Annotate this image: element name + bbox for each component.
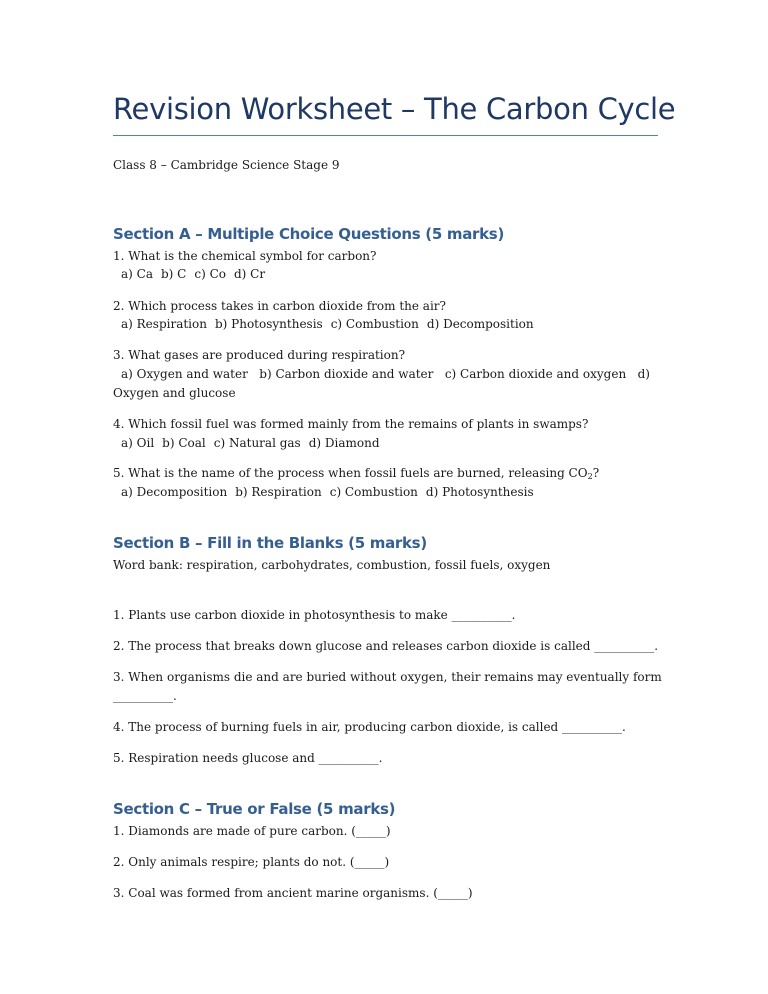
option: d) Diamond <box>308 436 380 450</box>
question-a3: 3. What gases are produced during respiration? <box>113 348 406 362</box>
title-divider <box>113 135 658 136</box>
blank-item-3-continued: __________. <box>113 689 177 703</box>
question-a5-options <box>113 483 534 502</box>
class-subtitle: Class 8 – Cambridge Science Stage 9 <box>113 158 340 172</box>
blank-item-5: 5. Respiration needs glucose and __________. <box>113 751 383 765</box>
question-a2-options <box>113 315 534 334</box>
section-c-heading: Section C – True or False (5 marks) <box>113 800 396 818</box>
option: b) C <box>161 267 187 281</box>
option: a) Oil <box>121 436 155 450</box>
option: c) Natural gas <box>213 436 301 450</box>
option: b) Photosynthesis <box>214 317 323 331</box>
option: c) Co <box>194 267 226 281</box>
true-false-item-3: 3. Coal was formed from ancient marine organisms. (_____) <box>113 886 473 900</box>
question-a1-options <box>113 265 265 284</box>
option: a) Respiration <box>121 317 207 331</box>
option: a) Ca <box>121 267 153 281</box>
page-title: Revision Worksheet – The Carbon Cycle <box>113 92 676 126</box>
option: c) Combustion <box>329 485 418 499</box>
question-a3-options-continued: Oxygen and glucose <box>113 386 236 400</box>
option: b) Coal <box>162 436 206 450</box>
question-a5-text: 5. What is the name of the process when fossil fuels are burned, releasing CO <box>113 466 588 480</box>
question-a1: 1. What is the chemical symbol for carbon? <box>113 249 377 263</box>
option: c) Combustion <box>330 317 419 331</box>
blank-item-1: 1. Plants use carbon dioxide in photosynthesis to make __________. <box>113 608 516 622</box>
question-a2: 2. Which process takes in carbon dioxide from the air? <box>113 299 446 313</box>
option: b) Respiration <box>235 485 322 499</box>
true-false-item-2: 2. Only animals respire; plants do not. (_____) <box>113 855 390 869</box>
option: a) Decomposition <box>121 485 228 499</box>
true-false-item-1: 1. Diamonds are made of pure carbon. (_____) <box>113 824 391 838</box>
subscript-two: 2 <box>587 472 593 481</box>
question-a5 <box>113 464 599 483</box>
word-bank: Word bank: respiration, carbohydrates, combustion, fossil fuels, oxygen <box>113 558 551 572</box>
option: d) Cr <box>233 267 266 281</box>
blank-item-2: 2. The process that breaks down glucose and releases carbon dioxide is called __________. <box>113 639 659 653</box>
option: d) Photosynthesis <box>425 485 534 499</box>
question-a3-options: a) Oxygen and water b) Carbon dioxide and water c) Carbon dioxide and oxygen d) <box>121 367 650 381</box>
blank-item-3: 3. When organisms die and are buried without oxygen, their remains may eventually form <box>113 670 662 684</box>
question-a4-options <box>113 434 380 453</box>
question-a4: 4. Which fossil fuel was formed mainly from the remains of plants in swamps? <box>113 417 589 431</box>
blank-item-4: 4. The process of burning fuels in air, producing carbon dioxide, is called __________. <box>113 720 626 734</box>
section-b-heading: Section B – Fill in the Blanks (5 marks) <box>113 534 427 552</box>
question-a5-end: ? <box>592 466 600 480</box>
option: d) Decomposition <box>426 317 534 331</box>
section-a-heading: Section A – Multiple Choice Questions (5 marks) <box>113 225 504 243</box>
